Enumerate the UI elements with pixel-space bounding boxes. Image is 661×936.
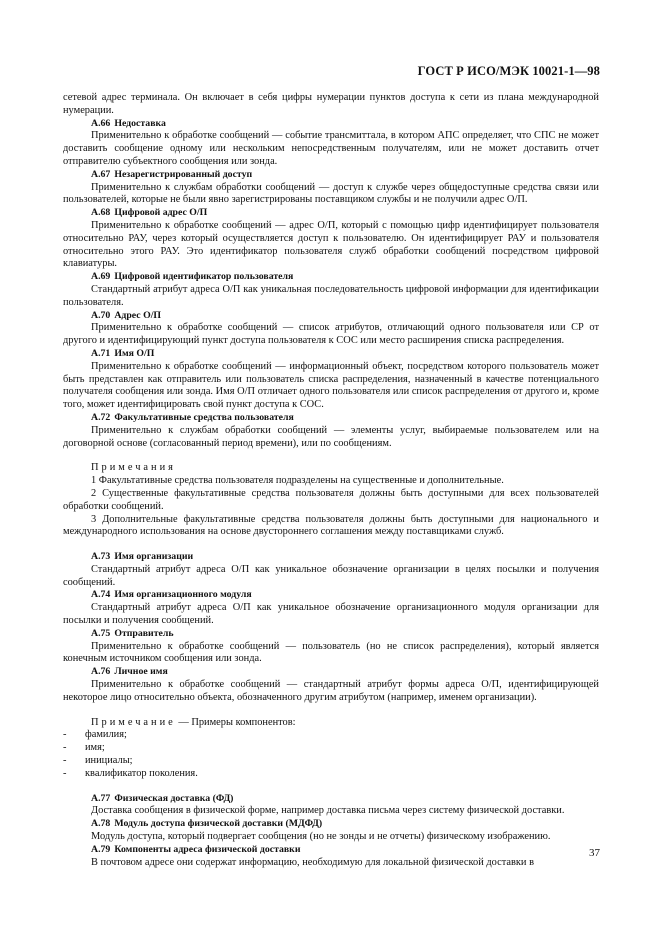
list-item: - инициалы;: [63, 755, 133, 767]
term-a69: [63, 271, 599, 309]
term-a67: [63, 169, 599, 207]
term-title: Незарегистрированный доступ: [114, 168, 253, 180]
term-definition: Применительно к обработке сообщений — событие трансмиттала, в котором АПС определяет, что СПС не может доставить сообщение одному или нескольким непосредственным получателям, или не может доставить отчет отправителю субъектного сообщения или зонда.: [63, 130, 599, 167]
notes-block-1: [63, 462, 599, 539]
term-definition: Применительно к службам обработки сообщений — элементы услуг, выбираемые пользователем или на договорной основе (согласованный период времени), или по сообщениям.: [63, 424, 599, 449]
term-a75: [63, 628, 599, 666]
term-title: Отправитель: [114, 627, 174, 639]
term-a71: [63, 348, 599, 412]
page-number: 37: [589, 847, 600, 859]
term-a72: [63, 412, 599, 450]
term-title: Факультативные средства пользователя: [114, 411, 294, 423]
note-item: 1 Факультативные средства пользователя подразделены на существенные и дополнительные.: [91, 475, 504, 487]
term-number: А.69: [91, 271, 111, 283]
term-title: Компоненты адреса физической доставки: [114, 843, 301, 855]
term-number: А.67: [91, 168, 111, 180]
document-header: ГОСТ Р ИСО/МЭК 10021-1—98: [417, 64, 600, 78]
term-a76: [63, 666, 599, 704]
term-title: Модуль доступа физической доставки (МДФД): [114, 818, 323, 830]
term-a78: [63, 818, 599, 844]
term-title: Личное имя: [114, 666, 168, 678]
term-title: Имя О/П: [114, 347, 155, 359]
term-list-3: [63, 793, 599, 870]
term-definition: Стандартный атрибут адреса О/П как уникальное обозначение организационного модуля организации для посылки и получения сообщений.: [63, 602, 599, 627]
notes-lead: — Примеры компонентов:: [175, 716, 296, 728]
term-list-2: [63, 551, 599, 705]
term-title: Имя организационного модуля: [114, 589, 252, 601]
term-definition: Применительно к обработке сообщений — пользователь (но не список распределения), который является конечным источником сообщения или зонда.: [63, 640, 599, 665]
term-title: Цифровой идентификатор пользователя: [114, 271, 294, 283]
term-a70: [63, 310, 599, 348]
term-title: Недоставка: [114, 117, 166, 129]
term-a77: [63, 793, 599, 819]
note-item: 2 Существенные факультативные средства пользователя должны быть доступными для всех пользователей обработки сообщений.: [63, 487, 599, 512]
term-title: Цифровой адрес О/П: [114, 207, 208, 219]
term-definition: Применительно к обработке сообщений — список атрибутов, отличающий одного пользователя или СР от другого и идентифицирующий пункт доступа пользователя к СОС или место расширения списка распределения.: [63, 322, 599, 347]
term-a73: [63, 551, 599, 589]
term-number: А.70: [91, 309, 111, 321]
term-a79: [63, 844, 599, 870]
term-number: А.74: [91, 589, 111, 601]
term-definition: Применительно к службам обработки сообщений — доступ к службе через общедоступные средства связи или пользователей, которые не были явно зарегистрированы поставщиком службы и не получили адрес О/П.: [63, 181, 599, 206]
term-number: А.66: [91, 117, 111, 129]
term-definition: Стандартный атрибут адреса О/П как уникальное обозначение организации в целях посылки и получения сообщений.: [63, 563, 599, 588]
list-item: - имя;: [63, 742, 105, 754]
term-definition: Применительно к обработке сообщений — информационный объект, посредством которого пользователь может быть представлен как отправитель или пользователь списка распределения, назначенный в качестве потенциального получателя сообщения или зонда. Имя О/П отличает одного пользователя или список распределения от другого и, кроме того, может идентифицировать свой пункт доступа к СОС.: [63, 360, 599, 411]
list-item: - фамилия;: [63, 729, 127, 741]
term-definition: Стандартный атрибут адреса О/П как уникальная последовательность цифровой информации для идентификации пользователя.: [63, 283, 599, 308]
term-number: А.71: [91, 347, 111, 359]
notes-block-2: [63, 717, 599, 781]
list-item: - квалификатор поколения.: [63, 767, 198, 779]
term-number: А.68: [91, 207, 111, 219]
term-title: Физическая доставка (ФД): [114, 792, 234, 804]
term-number: А.75: [91, 627, 111, 639]
notes-heading: Примечания: [91, 462, 176, 474]
term-a66: [63, 118, 599, 169]
term-number: А.79: [91, 843, 111, 855]
term-list-1: [63, 118, 599, 451]
term-number: А.78: [91, 818, 111, 830]
term-a74: [63, 589, 599, 627]
term-definition: Применительно к обработке сообщений — стандартный атрибут формы адреса О/П, идентифицирующей некоторое лицо относительно объекта, обозначенного другим атрибутом (например, именем организации).: [63, 679, 599, 703]
term-title: Адрес О/П: [114, 309, 162, 321]
term-number: А.77: [91, 792, 111, 804]
intro-paragraph: сетевой адрес терминала. Он включает в себя цифры нумерации пунктов доступа к сети из плана международной нумерации.: [63, 92, 599, 116]
term-definition: Применительно к обработке сообщений — адрес О/П, который с помощью цифр идентифицирует пользователя относительно РАУ, через который осуществляется доступ к пользователю. Он идентифицирует РАУ и пользователя относительно этого РАУ. Это идентификатор пользователя служб обработки сообщений посредством цифровой клавиатуры.: [63, 219, 599, 270]
term-a68: [63, 207, 599, 271]
term-number: А.76: [91, 666, 111, 678]
note-item: 3 Дополнительные факультативные средства пользователя должны быть доступными для национального и международного использования на основе двустороннего соглашения между поставщиками служб.: [63, 513, 599, 538]
term-number: А.73: [91, 551, 111, 563]
term-definition: Модуль доступа, который подвергает сообщения (но не зонды и не отчеты) физическому изображению.: [91, 831, 551, 843]
notes-heading: Примечание: [91, 716, 176, 728]
term-number: А.72: [91, 411, 111, 423]
term-definition: Доставка сообщения в физической форме, например доставка письма через систему физической доставки.: [91, 805, 565, 817]
term-definition: В почтовом адресе они содержат информацию, необходимую для локальной физической доставки в: [91, 856, 535, 868]
document-body: [63, 92, 599, 869]
term-title: Имя организации: [114, 551, 194, 563]
